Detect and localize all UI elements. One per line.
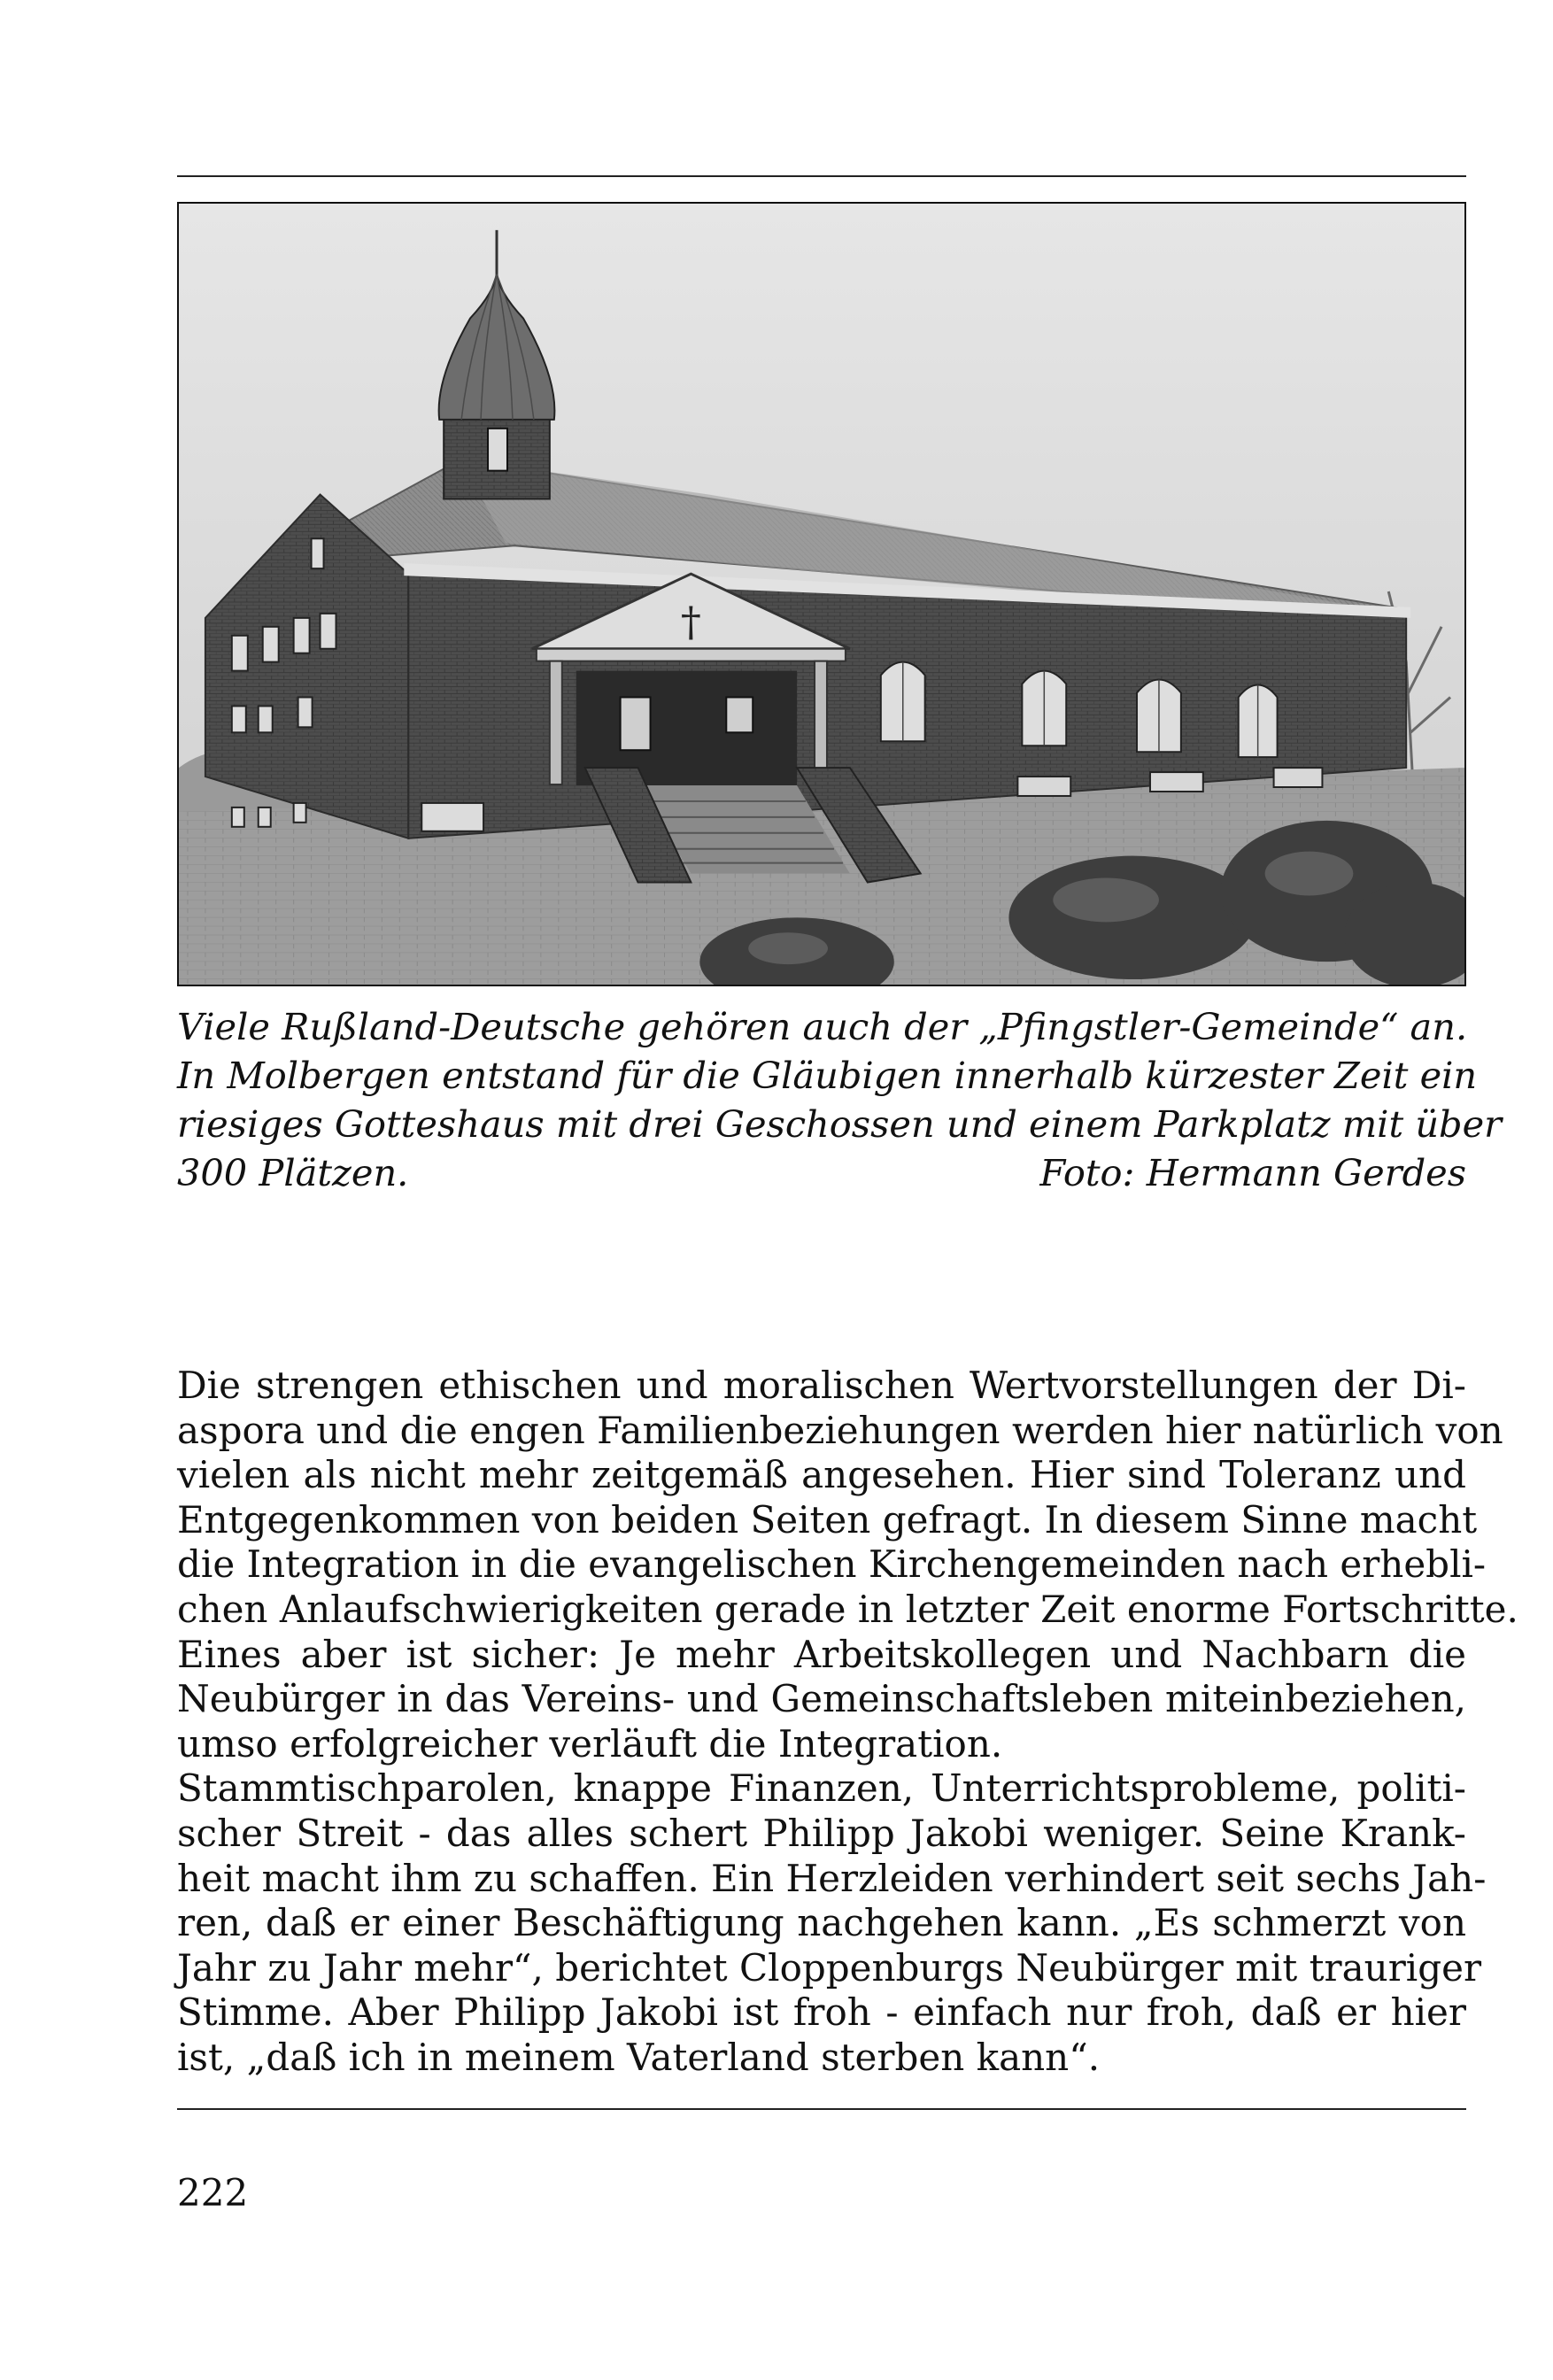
text-line: Neubürger in das Vereins- und Gemeinschaftsleben miteinbeziehen, <box>177 1677 1466 1721</box>
text-line: Stimme. Aber Philipp Jakobi ist froh - einfach nur froh, daß er hier <box>177 1990 1466 2035</box>
bottom-rule <box>177 2108 1466 2110</box>
caption-line: Viele Rußland-Deutsche gehören auch der „Pfingstler-Gemeinde“ an. <box>177 1005 1468 1048</box>
text-line: Entgegenkommen von beiden Seiten gefragt. In diesem Sinne macht <box>177 1497 1478 1542</box>
text-line: Stammtischparolen, knappe Finanzen, Unterrichtsprobleme, politi- <box>177 1766 1466 1811</box>
page-number: 222 <box>177 2171 249 2214</box>
text-line: ren, daß er einer Beschäftigung nachgehen kann. „Es schmerzt von <box>177 1901 1466 1945</box>
basement-window <box>421 803 483 831</box>
text-line: Eines aber ist sicher: Je mehr Arbeitskollegen und Nachbarn die <box>177 1632 1466 1676</box>
text-line: scher Streit - das alles schert Philipp Jakobi weniger. Seine Krank- <box>177 1811 1466 1855</box>
body-text <box>177 1364 1518 2081</box>
photo-caption <box>177 1002 1503 1197</box>
text-line: aspora und die engen Familienbeziehungen werden hier natürlich von <box>177 1408 1503 1452</box>
entrance-window <box>726 697 753 732</box>
text-line: die Integration in die evangelischen Kirchengemeinden nach erhebli- <box>177 1542 1487 1587</box>
text-line: vielen als nicht mehr zeitgemäß angesehen. Hier sind Toleranz und <box>177 1453 1466 1497</box>
photo-credit: Foto: Hermann Gerdes <box>1039 1151 1466 1194</box>
church-photo <box>177 202 1466 986</box>
text-line: umso erfolgreicher verläuft die Integration. <box>177 1721 1003 1766</box>
porch-beam <box>537 649 846 661</box>
church-photo-drawing <box>179 204 1464 985</box>
caption-line: riesiges Gotteshaus mit drei Geschossen und einem Parkplatz mit über <box>177 1102 1503 1146</box>
entrance-door-window <box>621 697 651 750</box>
paragraph <box>177 1766 1487 2080</box>
caption-line: In Molbergen entstand für die Gläubigen innerhalb kürzester Zeit ein <box>177 1054 1478 1097</box>
tower-window <box>488 429 507 471</box>
caption-line: 300 Plätzen. <box>177 1151 409 1194</box>
porch-cross-icon: † <box>680 597 701 645</box>
text-line: ist, „daß ich in meinem Vaterland sterben kann“. <box>177 2035 1101 2079</box>
text-line: Die strengen ethischen und moralischen Wertvorstellungen der Di- <box>177 1364 1466 1407</box>
text-line: chen Anlaufschwierigkeiten gerade in letzter Zeit enorme Fortschritte. <box>177 1587 1518 1631</box>
top-rule <box>177 175 1466 177</box>
paragraph <box>177 1364 1518 1766</box>
caption-last-line <box>177 1148 1466 1197</box>
text-line: heit macht ihm zu schaffen. Ein Herzleiden verhindert seit sechs Jah- <box>177 1856 1487 1900</box>
text-line: Jahr zu Jahr mehr“, berichtet Cloppenburgs Neubürger mit trauriger <box>177 1945 1482 1990</box>
